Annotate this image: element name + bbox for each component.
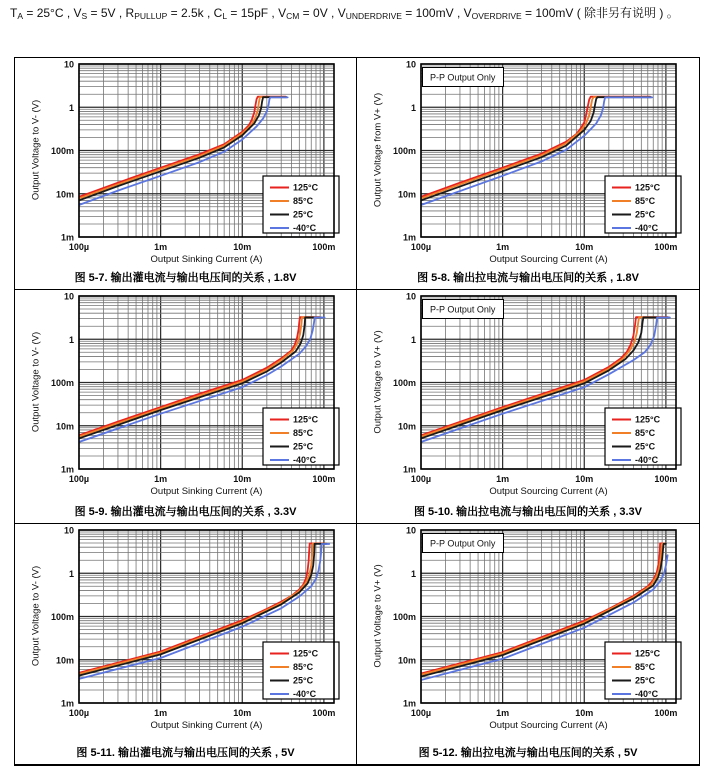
y-axis-title: Output Voltage to V- (V) — [30, 99, 42, 201]
figure-cell-5-8 — [357, 58, 699, 290]
svg-text:1: 1 — [68, 102, 74, 113]
svg-text:1: 1 — [410, 334, 416, 345]
legend-label: 125°C — [293, 414, 319, 425]
svg-text:1m: 1m — [154, 708, 168, 718]
svg-text:100m: 100m — [50, 146, 74, 156]
legend-label: 85°C — [635, 662, 656, 672]
y-axis-title: Output Voltage to V- (V) — [30, 331, 42, 433]
svg-text:10: 10 — [405, 59, 416, 70]
condition-subscript: CM — [286, 11, 300, 21]
svg-text:1m: 1m — [60, 232, 74, 243]
chart-plot-5-9 — [15, 290, 357, 498]
svg-text:10m: 10m — [233, 708, 252, 718]
condition-text: = 15pF , V — [227, 6, 287, 20]
legend — [263, 642, 339, 699]
chart-plot-5-11 — [15, 524, 357, 732]
svg-text:100µ: 100µ — [410, 242, 432, 252]
svg-text:100m: 100m — [50, 612, 74, 622]
legend-label: 85°C — [293, 662, 314, 672]
figure-caption: 图 5-11. 输出灌电流与输出电压间的关系 , 5V — [76, 747, 295, 759]
legend-label: 85°C — [293, 196, 314, 206]
figure-caption: 图 5-9. 输出灌电流与输出电压间的关系 , 3.3V — [74, 506, 297, 518]
svg-text:10m: 10m — [55, 655, 74, 666]
svg-text:1m: 1m — [60, 464, 74, 475]
condition-text: = 0V , V — [299, 6, 346, 20]
figure-cell-5-11 — [15, 524, 357, 764]
svg-text:10m: 10m — [575, 708, 594, 718]
svg-text:100m: 100m — [312, 242, 336, 252]
x-axis-title: Output Sinking Current (A) — [150, 720, 263, 731]
legend-label: 85°C — [293, 428, 314, 438]
condition-text: = 25°C , V — [23, 6, 82, 20]
svg-text:10: 10 — [405, 525, 416, 536]
svg-text:100µ: 100µ — [68, 242, 90, 252]
svg-text:100m: 100m — [392, 612, 416, 622]
svg-text:P-P Output Only: P-P Output Only — [430, 72, 496, 83]
legend-label: 125°C — [635, 414, 661, 425]
legend-label: 25°C — [635, 441, 656, 452]
chart-plot-5-12 — [357, 524, 699, 732]
y-axis-title: Output Voltage to V- (V) — [30, 565, 42, 667]
condition-text: = 2.5k , C — [167, 6, 223, 20]
svg-text:100m: 100m — [312, 708, 336, 718]
x-axis-title: Output Sourcing Current (A) — [489, 254, 608, 265]
svg-text:100m: 100m — [50, 378, 74, 388]
legend-label: 25°C — [635, 209, 656, 220]
figure-grid — [14, 57, 700, 766]
svg-text:1m: 1m — [154, 242, 168, 252]
svg-text:100m: 100m — [654, 708, 678, 718]
svg-text:10m: 10m — [397, 421, 416, 432]
svg-text:100µ: 100µ — [68, 708, 90, 718]
svg-text:100m: 100m — [654, 242, 678, 252]
legend — [263, 176, 339, 233]
legend-label: -40°C — [293, 223, 317, 233]
svg-text:1: 1 — [410, 568, 416, 579]
figure-cell-5-9 — [15, 290, 357, 524]
legend-label: -40°C — [635, 689, 659, 699]
svg-text:100µ: 100µ — [410, 474, 432, 484]
svg-text:1: 1 — [410, 102, 416, 113]
figure-caption: 图 5-7. 输出灌电流与输出电压间的关系 , 1.8V — [74, 272, 297, 284]
condition-text: = 100mV ( 除非另有说明 ) 。 — [521, 6, 679, 20]
chart-plot-5-8 — [357, 58, 699, 266]
condition-subscript: OVERDRIVE — [471, 11, 522, 21]
svg-text:1m: 1m — [402, 232, 416, 243]
svg-text:1m: 1m — [496, 242, 510, 252]
figure-caption: 图 5-12. 输出拉电流与输出电压间的关系 , 5V — [418, 747, 638, 759]
legend-label: -40°C — [293, 689, 317, 699]
pp-output-only-label — [423, 534, 504, 553]
svg-text:10m: 10m — [233, 242, 252, 252]
condition-subscript: UNDERDRIVE — [345, 11, 402, 21]
legend-label: -40°C — [635, 455, 659, 465]
legend — [605, 176, 681, 233]
condition-subscript: PULLUP — [134, 11, 168, 21]
svg-text:100m: 100m — [392, 378, 416, 388]
svg-text:1m: 1m — [496, 708, 510, 718]
svg-text:1: 1 — [68, 568, 74, 579]
legend — [263, 408, 339, 465]
condition-text: = 100mV , V — [401, 6, 472, 20]
svg-text:1m: 1m — [402, 464, 416, 475]
pp-output-only-label — [423, 300, 504, 319]
figure-cell-5-7 — [15, 58, 357, 290]
condition-text: T — [10, 6, 18, 20]
svg-text:1m: 1m — [496, 474, 510, 484]
figure-caption: 图 5-10. 输出拉电流与输出电压间的关系 , 3.3V — [414, 506, 642, 518]
condition-subscript: A — [17, 11, 24, 21]
svg-text:100m: 100m — [654, 474, 678, 484]
x-axis-title: Output Sourcing Current (A) — [489, 486, 608, 497]
svg-text:10m: 10m — [397, 655, 416, 666]
svg-text:10m: 10m — [55, 189, 74, 200]
legend-label: -40°C — [635, 223, 659, 233]
legend-label: -40°C — [293, 455, 317, 465]
figure-cell-5-12 — [357, 524, 699, 764]
legend-label: 25°C — [635, 675, 656, 686]
x-axis-title: Output Sourcing Current (A) — [489, 720, 608, 731]
svg-text:10m: 10m — [575, 474, 594, 484]
svg-text:10m: 10m — [397, 189, 416, 200]
legend-label: 25°C — [293, 209, 314, 220]
svg-text:P-P Output Only: P-P Output Only — [430, 538, 496, 549]
condition-subscript: L — [222, 11, 228, 21]
y-axis-title: Output Voltage to V+ (V) — [372, 564, 384, 668]
x-axis-title: Output Sinking Current (A) — [150, 486, 263, 497]
svg-text:10: 10 — [63, 59, 74, 70]
chart-plot-5-10 — [357, 290, 699, 498]
condition-text: = 5V , R — [87, 6, 135, 20]
figure-caption: 图 5-8. 输出拉电流与输出电压间的关系 , 1.8V — [417, 272, 639, 284]
legend-label: 25°C — [293, 675, 314, 686]
figure-cell-5-10 — [357, 290, 699, 524]
svg-text:10m: 10m — [233, 474, 252, 484]
svg-text:10: 10 — [63, 525, 74, 536]
legend-label: 85°C — [635, 196, 656, 206]
y-axis-title: Output Voltage from V+ (V) — [372, 92, 384, 208]
svg-text:10m: 10m — [575, 242, 594, 252]
x-axis-title: Output Sinking Current (A) — [150, 254, 263, 265]
svg-text:100µ: 100µ — [410, 708, 432, 718]
legend-label: 125°C — [635, 182, 661, 193]
condition-subscript: S — [81, 11, 88, 21]
svg-text:P-P Output Only: P-P Output Only — [430, 304, 496, 315]
legend-label: 85°C — [635, 428, 656, 438]
legend-label: 25°C — [293, 441, 314, 452]
svg-text:100m: 100m — [392, 146, 416, 156]
svg-text:100µ: 100µ — [68, 474, 90, 484]
pp-output-only-label — [423, 68, 504, 87]
legend-label: 125°C — [293, 182, 319, 193]
svg-text:10: 10 — [63, 291, 74, 302]
svg-text:10: 10 — [405, 291, 416, 302]
legend-label: 125°C — [293, 648, 319, 659]
test-conditions-text — [10, 5, 709, 25]
svg-text:1m: 1m — [154, 474, 168, 484]
svg-text:1: 1 — [68, 334, 74, 345]
svg-text:100m: 100m — [312, 474, 336, 484]
svg-text:1m: 1m — [402, 698, 416, 709]
legend-label: 125°C — [635, 648, 661, 659]
legend — [605, 642, 681, 699]
legend — [605, 408, 681, 465]
chart-plot-5-7 — [15, 58, 357, 266]
y-axis-title: Output Voltage to V+ (V) — [372, 330, 384, 434]
svg-text:1m: 1m — [60, 698, 74, 709]
svg-text:10m: 10m — [55, 421, 74, 432]
